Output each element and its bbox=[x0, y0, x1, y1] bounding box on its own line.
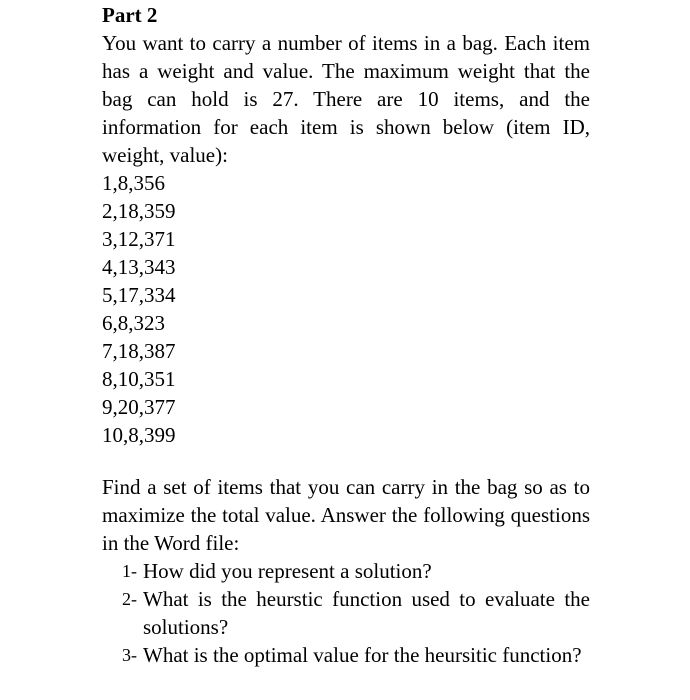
item-row: 7,18,387 bbox=[102, 339, 176, 363]
part-heading: Part 2 bbox=[102, 3, 158, 27]
task-paragraph: Find a set of items that you can carry in the bag so as to maximize the total value. Answer the following questions in the Word file: bbox=[102, 475, 590, 555]
item-row: 1,8,356 bbox=[102, 171, 165, 195]
question-item bbox=[122, 585, 590, 641]
item-row: 3,12,371 bbox=[102, 227, 176, 251]
item-row: 5,17,334 bbox=[102, 283, 176, 307]
question-list bbox=[122, 557, 590, 669]
question-number: 1- bbox=[122, 561, 137, 581]
item-row: 2,18,359 bbox=[102, 199, 176, 223]
question-number: 2- bbox=[122, 589, 137, 609]
item-row: 8,10,351 bbox=[102, 367, 176, 391]
item-list bbox=[102, 169, 176, 449]
question-number: 3- bbox=[122, 645, 137, 665]
item-row: 9,20,377 bbox=[102, 395, 176, 419]
question-item bbox=[122, 557, 590, 585]
question-text: What is the optimal value for the heursitic function? bbox=[143, 643, 582, 667]
question-item bbox=[122, 641, 590, 669]
item-row: 10,8,399 bbox=[102, 423, 176, 447]
item-row: 4,13,343 bbox=[102, 255, 176, 279]
item-row: 6,8,323 bbox=[102, 311, 165, 335]
question-text: What is the heurstic function used to evaluate the solutions? bbox=[143, 587, 590, 639]
question-text: How did you represent a solution? bbox=[143, 559, 432, 583]
intro-paragraph: You want to carry a number of items in a bag. Each item has a weight and value. The maximum weight that the bag can hold is 27. There are 10 items, and the information for each item is shown below (item ID, weight, value): bbox=[102, 31, 590, 167]
